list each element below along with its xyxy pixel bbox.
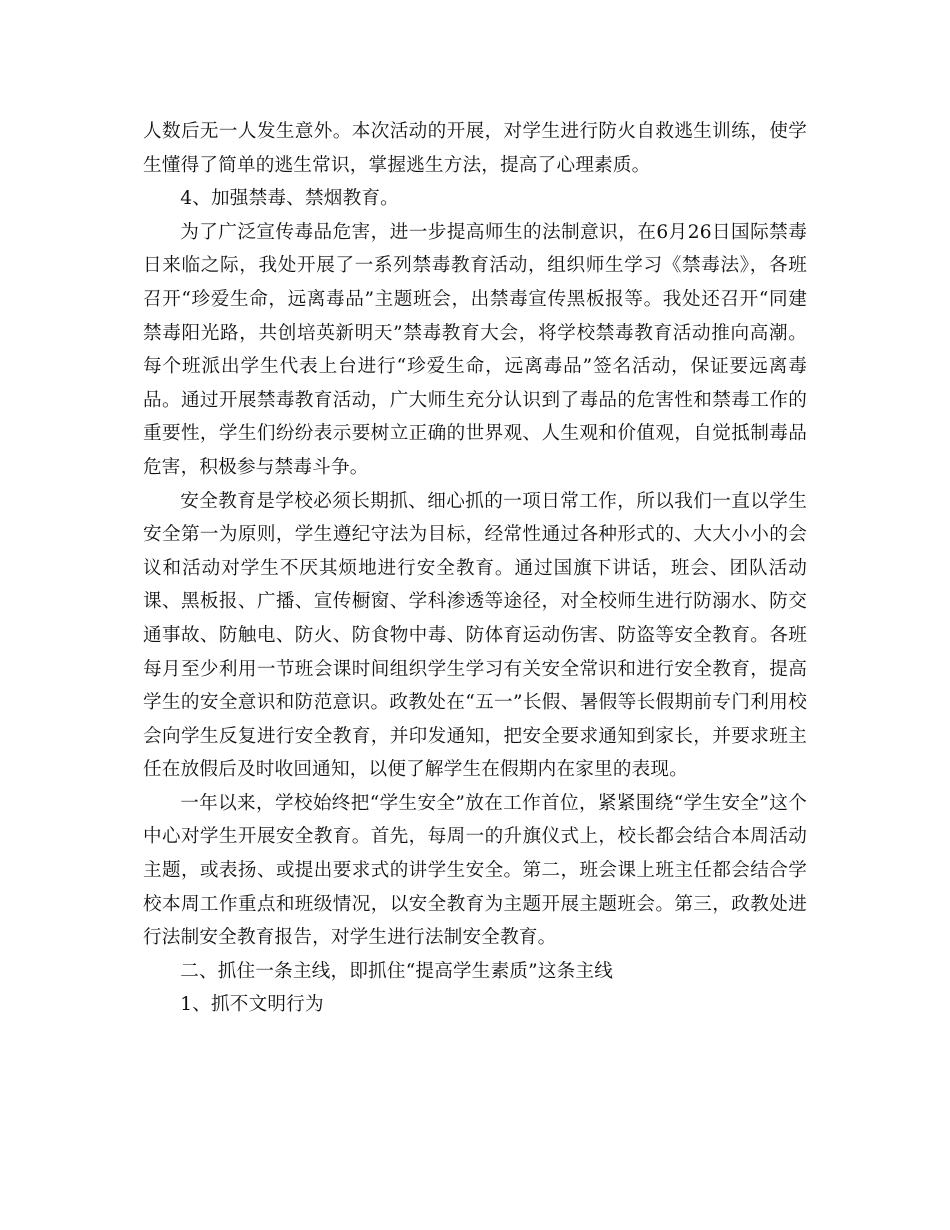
paragraph-safety-education: 安全教育是学校必须长期抓、细心抓的一项日常工作，所以我们一直以学生安全第一为原则，学生遵纪守法为目标，经常性通过各种形式的、大大小小的会议和活动对学生不厌其烦地进行安全教育。通过国旗下讲话，班会、团队活动课、黑板报、广播、宣传橱窗、学科渗透等途径，对全校师生进行防溺水、防交通事故、防触电、防火、防食物中毒、防体育运动伤害、防盗等安全教育。各班每月至少利用一节班会课时间组织学生学习有关安全常识和进行安全教育，提高学生的安全意识和防范意识。政教处在“五一”长假、暑假等长假期前专门利用校会向学生反复进行安全教育，并印发通知，把安全要求通知到家长，并要求班主任在放假后及时收回通知，以便了解学生在假期内在家里的表现。 [143,490,807,781]
document-body [143,115,807,1022]
paragraph-student-safety-priority: 一年以来，学校始终把“学生安全”放在工作首位，紧紧围绕“学生安全”这个中心对学生开展安全教育。首先，每周一的升旗仪式上，校长都会结合本周活动主题，或表扬、或提出要求式的讲学生安全。第二，班会课上班主任都会结合学校本周工作重点和班级情况，以安全教育为主题开展主题班会。第三，政教处进行法制安全教育报告，对学生进行法制安全教育。 [143,792,807,949]
paragraph-anti-drug-activities: 为了广泛宣传毒品危害，进一步提高师生的法制意识，在6月26日国际禁毒日来临之际，我处开展了一系列禁毒教育活动，组织师生学习《禁毒法》，各班召开“珍爱生命，远离毒品”主题班会，出禁毒宣传黑板报等。我处还召开“同建禁毒阳光路，共创培英新明天”禁毒教育大会，将学校禁毒教育活动推向高潮。每个班派出学生代表上台进行“珍爱生命，远离毒品”签名活动，保证要远离毒品。通过开展禁毒教育活动，广大师生充分认识到了毒品的危害性和禁毒工作的重要性，学生们纷纷表示要树立正确的世界观、人生观和价值观，自觉抵制毒品危害，积极参与禁毒斗争。 [143,221,807,478]
heading-anti-drug-education: 4、加强禁毒、禁烟教育。 [180,188,399,210]
paragraph-fire-drill-result: 人数后无一人发生意外。本次活动的开展，对学生进行防火自救逃生训练，使学生懂得了简单的逃生常识，掌握逃生方法，提高了心理素质。 [143,121,807,176]
heading-uncivilized-behavior: 1、抓不文明行为 [180,994,324,1016]
heading-main-line: 二、抓住一条主线，即抓住“提高学生素质”这条主线 [180,960,614,982]
